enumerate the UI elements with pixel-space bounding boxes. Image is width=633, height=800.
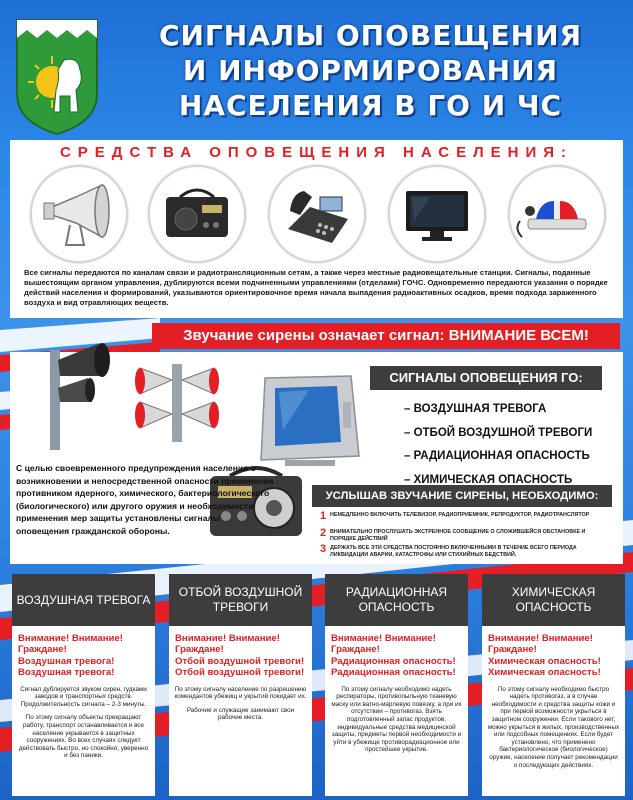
- card-title: ХИМИЧЕСКАЯ ОПАСНОСТЬ: [482, 574, 625, 626]
- go-signals-header: СИГНАЛЫ ОПОВЕЩЕНИЯ ГО:: [370, 366, 602, 390]
- alert-line: Граждане!: [18, 644, 67, 656]
- coat-of-arms-icon: [14, 16, 100, 136]
- card-paragraph: По этому сигналу объекты прекращают работу, транспорт останавливается и все население укрывается в защитных сооружениях. Во всех случаях следует действовать быстро, но спокойно, уверенно и без паники.: [18, 714, 149, 760]
- alert-line: Внимание! Внимание!: [175, 633, 280, 644]
- alert-line: Радиационная опасность!: [331, 667, 456, 679]
- alert-line: Граждане!: [175, 644, 224, 656]
- card-chemical: [482, 574, 625, 796]
- step-text: НЕМЕДЛЕННО ВКЛЮЧИТЬ ТЕЛЕВИЗОР, РАДИОПРИЕМНИК, РЕПРОДУКТОР, РАДИОТРАНСЛЯТОР: [330, 512, 590, 518]
- signal-item: – ОТБОЙ ВОЗДУШНОЙ ТРЕВОГИ: [404, 426, 593, 439]
- signal-item: – РАДИАЦИОННАЯ ОПАСНОСТЬ: [404, 450, 590, 462]
- go-signals-list: [404, 398, 592, 492]
- card-alert: [169, 626, 312, 679]
- warning-paragraph: С целью своевременного предупреждения населения о возникновении и непосредственной опасности применения противником ядерного, химического, бактериологического (биологического) или другого оружия и необходимости применения мер защиты установлены сигналы оповещения гражданской обороны.: [16, 463, 274, 536]
- alert-means-panel: [10, 140, 623, 318]
- step-text: ДЕРЖАТЬ ВСЕ ЭТИ СРЕДСТВА ПОСТОЯННО ВКЛЮЧЕННЫМИ В ТЕЧЕНИЕ ВСЕГО ПЕРИОДА ЛИКВИДАЦИИ АВАРИИ, КАТАСТРОФЫ ИЛИ СТИХИЙНЫХ БЕДСТВИЙ.: [330, 545, 577, 558]
- alert-line: Граждане!: [488, 644, 537, 656]
- card-title: ОТБОЙ ВОЗДУШНОЙ ТРЕВОГИ: [169, 574, 312, 626]
- signal-item: – ХИМИЧЕСКАЯ ОПАСНОСТЬ: [404, 473, 573, 486]
- telephone-icon: [268, 165, 366, 263]
- crt-tv-icon: [255, 372, 365, 470]
- tv-icon: [388, 165, 486, 263]
- radio-icon: [148, 165, 246, 263]
- alert-line: Внимание! Внимание!: [18, 633, 123, 644]
- card-title: РАДИАЦИОННАЯ ОПАСНОСТЬ: [325, 574, 468, 626]
- card-alert: [12, 626, 155, 679]
- siren-banner: Звучание сирены означает сигнал: ВНИМАНИЕ ВСЕМ!: [152, 323, 620, 349]
- alert-line: Отбой воздушной тревоги!: [175, 655, 305, 667]
- alert-line: Радиационная опасность!: [331, 655, 456, 667]
- card-body: [12, 679, 155, 760]
- card-title: ВОЗДУШНАЯ ТРЕВОГА: [12, 574, 155, 626]
- alert-line: Отбой воздушной тревоги!: [175, 667, 305, 679]
- card-paragraph: По этому сигналу необходимо надеть респираторы, противопыльную тканевую маску или ватно-марлевую повязку, а при их отсутствии – противогаз. Взять подготовленный запас продуктов, индивидуальные средства медицинской защиты, предметы первой необходимости и уйти в убежище противорадиационное или простейшее укрытие.: [331, 685, 462, 754]
- card-alert: [482, 626, 625, 679]
- alert-line: Внимание! Внимание!: [488, 633, 593, 644]
- card-paragraph: По этому сигналу необходимо быстро надеть противогаз, а в случае необходимости и средства защиты кожи и при первой возможности укрыться в защитном сооружении. Если такового нет, можно укрыться в жилых, производственных или подсобных помещениях. Если будет установлено, что применено бактериологическое (биологическое) оружие, население получает рекомендации о последующих действиях.: [487, 685, 620, 769]
- card-body: [169, 679, 312, 722]
- title-line-2: И ИНФОРМИРОВАНИЯ: [182, 54, 559, 87]
- step-number: 1: [320, 510, 327, 522]
- alert-line: Воздушная тревога!: [18, 667, 115, 679]
- step-number: 2: [320, 527, 327, 539]
- signal-item: – ВОЗДУШНАЯ ТРЕВОГА: [404, 403, 547, 415]
- title-line-3: НАСЕЛЕНИЯ В ГО И ЧС: [178, 89, 563, 122]
- means-description: Все сигналы передаются по каналам связи и радиотрансляционным сетям, а также через местные радиовещательные станции. Сигналы, поданные вышестоящим органом управления, дублируются всеми подчиненными управлениями (отделами) ГОЧС. Одновременно передаются указания о порядке действий населения и формирований, указываются ориентировочное время начала выпадения радиоактивных осадков, время подхода зараженного воздуха и вид отравляющих веществ.: [24, 268, 608, 307]
- card-alert: [325, 626, 468, 679]
- street-siren-icon: [22, 330, 132, 450]
- card-body: [325, 679, 468, 754]
- alert-line: Граждане!: [331, 644, 380, 656]
- step-number: 3: [320, 543, 327, 555]
- step-text: ВНИМАТЕЛЬНО ПРОСЛУШАТЬ ЭКСТРЕННОЕ СООБЩЕНИЕ О СЛОЖИВШЕЙСЯ ОБСТАНОВКЕ И ПОРЯДКЕ ДЕЙСТВИЙ: [330, 529, 586, 542]
- alert-line: Воздушная тревога!: [18, 655, 115, 667]
- card-paragraph: Рабочие и служащие занимают свои рабочие места.: [186, 706, 295, 722]
- siren-actions-header: УСЛЫШАВ ЗВУЧАНИЕ СИРЕНЫ, НЕОБХОДИМО:: [312, 485, 612, 507]
- loudspeaker-icon: [30, 165, 128, 263]
- means-title: СРЕДСТВА ОПОВЕЩЕНИЯ НАСЕЛЕНИЯ:: [59, 144, 574, 161]
- alert-line: Химическая опасность!: [488, 667, 601, 679]
- alert-line: Химическая опасность!: [488, 655, 601, 667]
- card-all-clear: [169, 574, 312, 796]
- siren-horns-icon: [122, 360, 232, 442]
- title-line-1: СИГНАЛЫ ОПОВЕЩЕНИЯ: [158, 19, 583, 52]
- page-title: [118, 18, 623, 123]
- card-body: [482, 679, 625, 770]
- alert-line: Внимание! Внимание!: [331, 633, 436, 644]
- card-paragraph: По этому сигналу население по разрешению комендантов убежищ и укрытий покидает их.: [174, 685, 307, 701]
- card-paragraph: Сигнал дублируется звуком сирен, гудками заводов и транспортных средств. Продолжительность сигнала – 2-3 минуты.: [20, 685, 147, 708]
- card-radiation: [325, 574, 468, 796]
- card-air-raid: [12, 574, 155, 796]
- siren-light-icon: [508, 165, 606, 263]
